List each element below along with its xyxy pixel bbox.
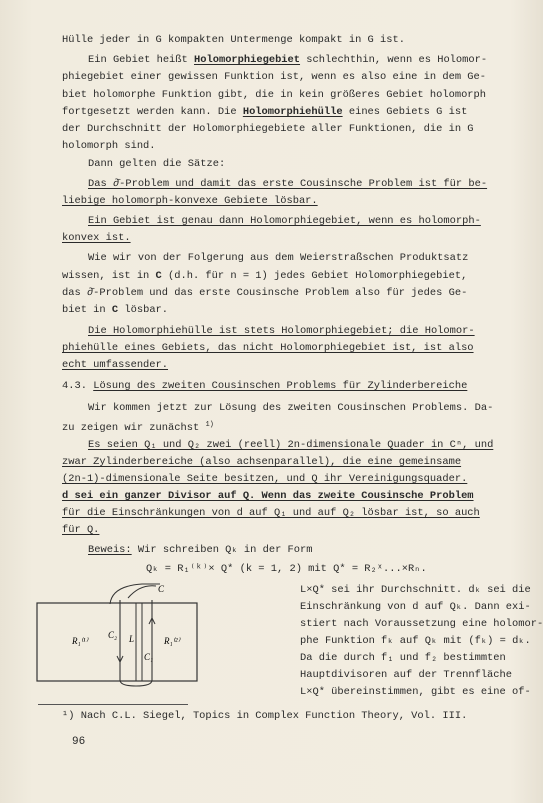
theorem-line: (2n-1)-dimensionale Seite besitzen, und Q ihr Vereinigungsquader. (62, 473, 468, 485)
text-line: biet holomorphe Funktion gibt, die in kein größeres Gebiet holomorph (62, 89, 487, 101)
cylinder-figure (32, 578, 202, 693)
text-span: (d.h. für n = 1) jedes Gebiet Holomorphiegebiet, (161, 270, 468, 282)
footnote: ¹) Nach C.L. Siegel, Topics in Complex Function Theory, Vol. III. (62, 710, 468, 722)
text-line (88, 52, 543, 69)
text-line: Dann gelten die Sätze: (88, 158, 226, 170)
symbol-c: C (111, 304, 119, 316)
page-number: 96 (72, 736, 86, 748)
label-c: C (158, 584, 165, 594)
text-line: phiegebiet einer gewissen Funktion ist, wenn es also eine in dem Ge- (62, 71, 487, 83)
text-line: Wie wir von der Folgerung aus dem Weierstraßschen Produktsatz (88, 252, 469, 264)
text-line: der Durchschnitt der Holomorphiegebiete aller Funktionen, die in G (62, 123, 474, 135)
text-line: Da die durch f₁ und f₂ bestimmten (300, 652, 506, 664)
text-line: Wir kommen jetzt zur Lösung des zweiten Cousinschen Problems. Da- (88, 402, 494, 414)
section-heading (62, 378, 520, 395)
section-title: Lösung des zweiten Cousinschen Problems für Zylinderbereiche (93, 380, 468, 392)
label-r1-1: R₁⁽¹⁾ (72, 636, 88, 646)
theorem-line: phiehülle eines Gebiets, das nicht Holomorphiegebiet ist, ist also (62, 342, 474, 354)
footnote-divider (38, 704, 188, 705)
label-c1: C₁ (144, 652, 154, 662)
text-span: Ein Gebiet heißt (88, 54, 195, 66)
text-line: stiert nach Voraussetzung eine holomor- (300, 618, 543, 630)
label-l: L (129, 634, 135, 644)
theorem-line: konvex ist. (62, 232, 131, 244)
formula: Qₖ = R₁⁽ᵏ⁾× Q* (k = 1, 2) mit Q* = R₂ˣ...×Rₙ. (146, 563, 427, 575)
symbol-c: C (155, 270, 162, 282)
section-number: 4.3. (62, 380, 87, 392)
text-span: zu zeigen wir zunächst (62, 422, 200, 434)
label-c2: C₂ (108, 630, 118, 640)
theorem-line: Ein Gebiet ist genau dann Holomorphiegebiet, wenn es holomorph- (88, 215, 481, 227)
text-line (62, 268, 520, 285)
theorem-line: echt umfassender. (62, 359, 169, 371)
text-line (62, 302, 520, 319)
term-holomorphiehuelle: Holomorphiehülle (242, 106, 343, 118)
text-line (88, 542, 543, 559)
theorem-line: für die Einschränkungen von d auf Q₁ und auf Q₂ lösbar ist, so auch (62, 507, 480, 519)
text-span: wissen, ist in (62, 270, 156, 282)
text-span: eines Gebiets G ist (342, 106, 468, 118)
text-line: Hülle jeder in G kompakten Untermenge kompakt in G ist. (62, 34, 405, 46)
text-line: L×Q* sei ihr Durchschnitt. dₖ sei die (300, 584, 531, 596)
text-line: phe Funktion fₖ auf Qₖ mit (fₖ) = dₖ. (300, 635, 531, 647)
proof-label: Beweis: (88, 544, 132, 556)
text-line (62, 417, 520, 437)
footnote-marker: 1) (205, 421, 214, 429)
text-line: Hauptdivisoren auf der Trennfläche (300, 669, 513, 681)
theorem-line: d sei ein ganzer Divisor auf Q. Wenn das zweite Cousinsche Problem (62, 490, 474, 502)
term-holomorphiegebiet: Holomorphiegebiet (194, 54, 301, 66)
curve-c-inner (128, 586, 156, 598)
text-span: Wir schreiben Qₖ in der Form (131, 544, 313, 556)
text-span: lösbar. (118, 304, 169, 316)
theorem-line: liebige holomorph-konvexe Gebiete lösbar. (62, 195, 318, 207)
theorem-line: Das ∂̄-Problem und damit das erste Cousinsche Problem ist für be- (88, 178, 488, 190)
text-line: das ∂̄-Problem und das erste Cousinsche Problem also für jedes Ge- (62, 287, 468, 299)
text-line: L×Q* übereinstimmen, gibt es eine of- (300, 686, 531, 698)
text-line: holomorph sind. (62, 140, 156, 152)
text-span: schlechthin, wenn es Holomor- (300, 54, 488, 66)
text-span: fortgesetzt werden kann. Die (62, 106, 243, 118)
theorem-line: Es seien Q₁ und Q₂ zwei (reell) 2n-dimensionale Quader in Cⁿ, und (88, 439, 494, 451)
label-r1-2: R₁⁽²⁾ (164, 636, 180, 646)
theorem-line: Die Holomorphiehülle ist stets Holomorphiegebiet; die Holomor- (88, 325, 475, 337)
text-line: Einschränkung von d auf Qₖ. Dann exi- (300, 601, 531, 613)
theorem-line: für Q. (62, 524, 100, 536)
theorem-line: zwar Zylinderbereiche (also achsenparallel), die eine gemeinsame (62, 456, 462, 468)
text-line (62, 104, 520, 121)
text-span: biet in (62, 304, 112, 316)
